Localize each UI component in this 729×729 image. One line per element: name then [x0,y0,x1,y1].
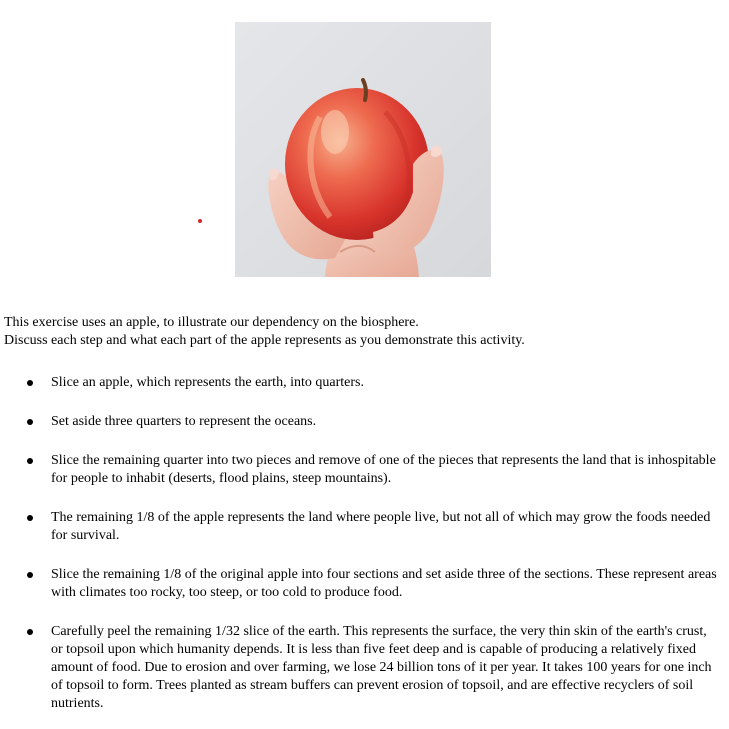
step-text: Carefully peel the remaining 1/32 slice of the earth. This represents the surface, the very thin skin of the earth's crust, or topsoil upon which humanity depends. It is less than five feet deep and is capable of producing a relatively fixed amount of food. Due to erosion and over farming, we lose 24 billion tons of it per year. It takes 100 years for one inch of topsoil to form. Trees planted as stream buffers can prevent erosion of topsoil, and are effective recyclers of soil nutrients. [51,624,712,711]
steps-list [4,374,720,729]
step-text: Set aside three quarters to represent the oceans. [51,414,317,429]
apple-in-hand-illustration [235,22,491,277]
step-text: Slice the remaining 1/8 of the original apple into four sections and set aside three of the sections. These represent areas with climates too rocky, too steep, or too cold to produce food. [51,567,717,600]
bullet-icon [27,419,33,425]
list-item [4,374,720,392]
step-text: The remaining 1/8 of the apple represents the land where people live, but not all of which may grow the foods needed for survival. [51,510,711,543]
list-item [4,566,720,602]
bullet-icon [27,515,33,521]
bullet-icon [27,458,33,464]
bullet-icon [27,380,33,386]
step-text: Slice an apple, which represents the earth, into quarters. [51,375,364,390]
bullet-icon [27,629,33,635]
bullet-icon [27,572,33,578]
list-item [4,509,720,545]
list-item [4,413,720,431]
intro-line-2: Discuss each step and what each part of the apple represents as you demonstrate this activity. [4,333,525,348]
list-item [4,623,720,713]
list-item [4,452,720,488]
red-dot-marker [198,219,202,223]
step-text: Slice the remaining quarter into two pieces and remove of one of the pieces that represents the land that is inhospitable for people to inhabit (deserts, flood plains, steep mountains). [51,453,716,486]
apple-photo [235,22,491,277]
intro-text [4,314,724,350]
intro-line-1: This exercise uses an apple, to illustrate our dependency on the biosphere. [4,315,419,330]
